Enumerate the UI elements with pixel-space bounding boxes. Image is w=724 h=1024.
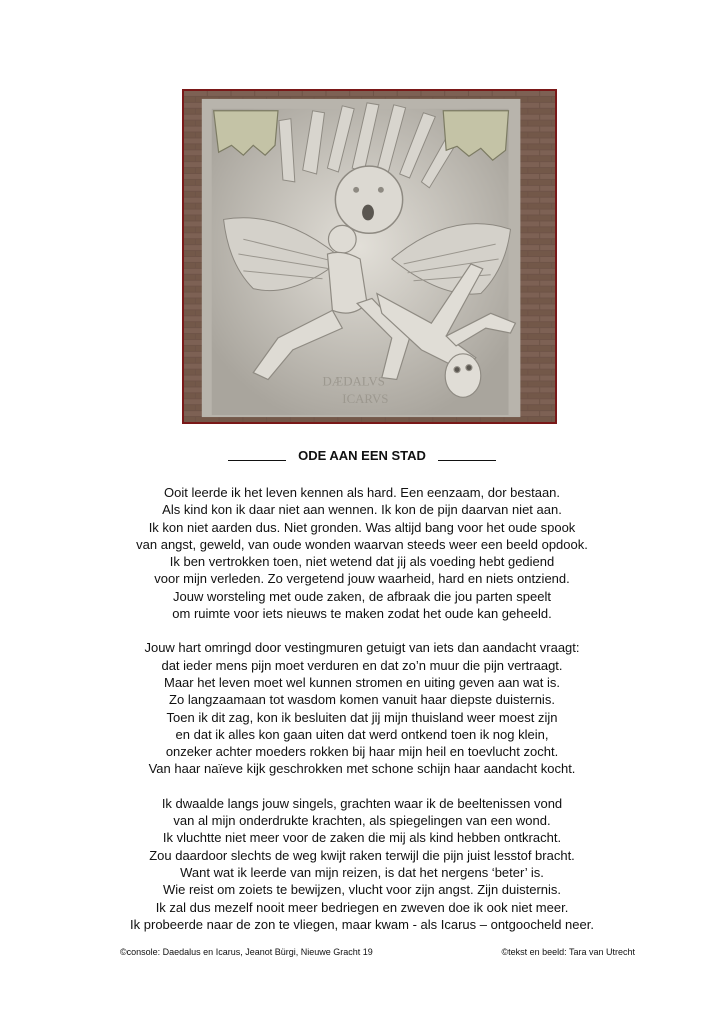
poem-line: onzeker achter moeders rokken bij haar mijn heil en toevlucht zocht. [165,744,559,760]
stanza-2 [0,639,724,777]
footer-text-credit: ©tekst en beeld: Tara van Utrecht [501,947,635,957]
poem-line: Ik kon niet aarden dus. Niet gronden. Was altijd bang voor het oude spook [148,519,576,535]
poem-line: Ik vluchtte niet meer voor de zaken die mij als kind hebben ontkracht. [162,830,562,846]
sculpture-photo [182,89,557,424]
sculpture-image [184,91,555,422]
poem-line: Als kind kon ik daar niet aan wennen. Ik kon de pijn daarvan niet aan. [162,502,562,518]
poem-line: van al mijn onderdrukte krachten, als spiegelingen van een wond. [173,813,551,829]
footer-console-credit: ©console: Daedalus en Icarus, Jeanot Bürgi, Nieuwe Gracht 19 [120,947,373,957]
poem-line: Ik zal dus mezelf nooit meer bedriegen en zweven doe ik ook niet meer. [155,899,569,915]
engraving-icarus: ICARVS [342,392,389,407]
title-rule-right [438,460,496,461]
poem-line: Jouw hart omringd door vestingmuren getuigt van iets dan aandacht vraagt: [144,640,580,656]
stanza-3 [0,795,724,933]
poem-line: en dat ik alles kon gaan uiten dat werd ontkend toen ik nog klein, [175,726,549,742]
poem-line: voor mijn verleden. Zo vergetend jouw waarheid, hard en niets ontziend. [154,571,570,587]
poem-line: Wie reist om zoiets te bewijzen, vlucht voor zijn angst. Zijn duisternis. [162,882,562,898]
poem-line: van angst, geweld, van oude wonden waarvan steeds weer een beeld opdook. [136,536,588,552]
stanza-1 [0,484,724,622]
engraving-daedalus: DÆDALVS [322,374,385,389]
page-footer [120,947,635,957]
poem-line: Maar het leven moet wel kunnen stromen en uiting geven aan wat is. [163,674,560,690]
poem-line: Zou daardoor slechts de weg kwijt raken terwijl die pijn juist lesstof bracht. [149,847,575,863]
title-rule-left [228,460,286,461]
poem-title-row [0,448,724,463]
poem-line: Jouw worsteling met oude zaken, de afbraak die jou parten speelt [173,588,551,604]
poem-line: Toen ik dit zag, kon ik besluiten dat jij mijn thuisland weer moest zijn [166,709,558,725]
poem-body [0,484,724,950]
poem-line: Van haar naïeve kijk geschrokken met schone schijn haar aandacht kocht. [148,761,576,777]
poem-line: Ooit leerde ik het leven kennen als hard. Een eenzaam, dor bestaan. [163,485,561,500]
poem-line: Want wat ik leerde van mijn reizen, is dat het nergens ‘beter’ is. [180,864,544,880]
poem-line: Zo langzaamaan tot wasdom komen vanuit haar diepste duisternis. [169,692,555,708]
poem-line: om ruimte voor iets nieuws te maken zodat het oude kan geheeld. [172,606,552,622]
poem-line: Ik dwaalde langs jouw singels, grachten waar ik de beeltenissen vond [161,795,563,811]
poem-line: dat ieder mens pijn moet verduren en dat zo’n muur die pijn vertraagt. [161,657,563,673]
poem-line: Ik probeerde naar de zon te vliegen, maar kwam - als Icarus – ontgoocheld neer. [130,916,594,932]
poem-line: Ik ben vertrokken toen, niet wetend dat jij als voeding hebt gediend [169,554,555,570]
poem-title: ODE AAN EEN STAD [298,448,426,463]
